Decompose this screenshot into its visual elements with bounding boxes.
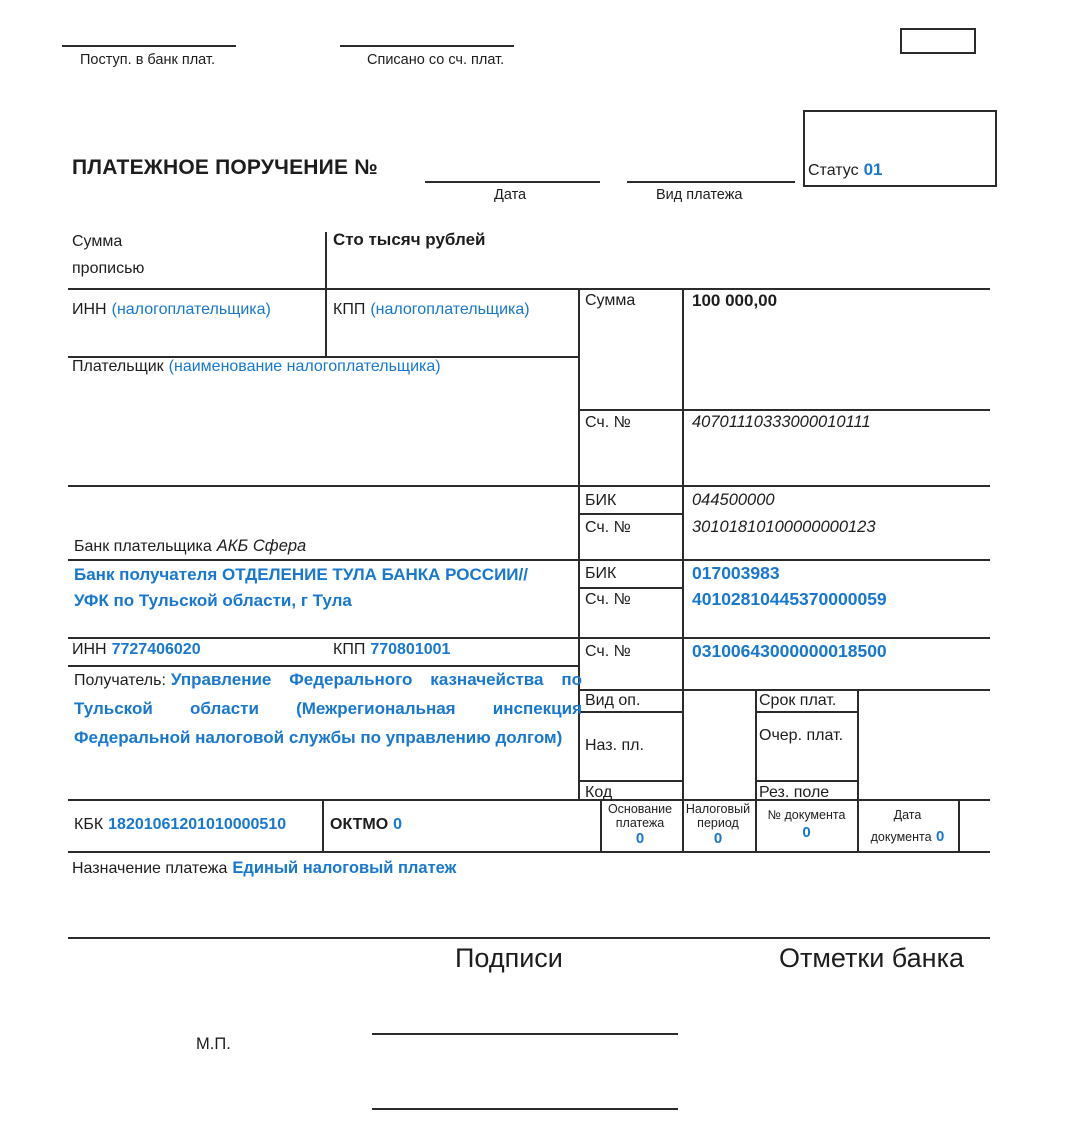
- payer-name-field: [72, 357, 441, 377]
- signatures-label: Подписи: [455, 943, 563, 973]
- grid-line-h: [578, 513, 682, 515]
- kbk-value[interactable]: 18201061201010000510: [108, 816, 287, 833]
- payer-kpp-field: [333, 300, 530, 320]
- kbk-label: КБК: [74, 816, 104, 833]
- payee-name-field: [74, 666, 582, 753]
- payee-kpp-field: [333, 640, 450, 660]
- oktmo-field: [330, 815, 402, 835]
- operation-type-label: Вид оп.: [585, 692, 641, 709]
- document-date-cell: [859, 808, 956, 846]
- grid-line-h: [578, 711, 682, 713]
- document-date-value[interactable]: 0: [936, 828, 945, 845]
- signature-line-2[interactable]: [372, 1108, 678, 1110]
- grid-line-h: [755, 711, 857, 713]
- grid-line-h: [68, 288, 990, 290]
- payer-bank-corr-account-label: Сч. №: [585, 519, 631, 536]
- payer-account-label: Сч. №: [585, 414, 631, 431]
- payment-kind-label: Вид платежа: [656, 187, 743, 203]
- amount-label: Сумма: [585, 292, 636, 309]
- grid-line-v: [958, 799, 960, 853]
- payee-account-value[interactable]: 03100643000000018500: [692, 641, 887, 661]
- amount-words-label: Сумма прописью: [72, 233, 145, 277]
- payee-bank-bik-label: БИК: [585, 565, 617, 582]
- grid-line-h: [578, 780, 682, 782]
- date-line[interactable]: [425, 181, 600, 183]
- stamp-label: М.П.: [196, 1035, 231, 1053]
- purpose-value[interactable]: Единый налоговый платеж: [232, 859, 457, 877]
- payer-bank-bik-label: БИК: [585, 492, 617, 509]
- payer-kpp-placeholder[interactable]: (налогоплательщика): [370, 301, 530, 318]
- payment-basis-label: Основание платежа: [607, 802, 673, 830]
- payment-basis-value[interactable]: 0: [635, 830, 645, 847]
- payee-kpp-label: КПП: [333, 641, 366, 658]
- document-title: ПЛАТЕЖНОЕ ПОРУЧЕНИЕ №: [72, 156, 378, 179]
- document-number-label: № документа: [767, 808, 846, 822]
- tax-period-cell: [682, 802, 754, 847]
- payee-account-label: Сч. №: [585, 643, 631, 660]
- received-stamp-label: Поступ. в банк плат.: [80, 52, 215, 68]
- kbk-field: [74, 815, 286, 835]
- document-date-label-2: документа: [870, 830, 932, 844]
- payer-inn-field: [72, 300, 271, 320]
- grid-line-v: [322, 799, 324, 853]
- payee-kpp-value[interactable]: 770801001: [370, 641, 451, 658]
- grid-line-h: [68, 485, 990, 487]
- payer-kpp-label: КПП: [333, 301, 366, 318]
- grid-line-h: [578, 587, 682, 589]
- grid-line-v: [682, 288, 684, 853]
- amount-value[interactable]: 100 000,00: [692, 291, 778, 310]
- payer-bank-name[interactable]: АКБ Сфера: [216, 537, 307, 555]
- payee-inn-value[interactable]: 7727406020: [111, 641, 201, 658]
- payment-name-label: Наз. пл.: [585, 737, 644, 754]
- tax-period-label: Налоговый период: [685, 802, 751, 830]
- grid-line-h: [755, 780, 857, 782]
- received-stamp-line: [62, 45, 236, 47]
- document-date-label-1: Дата: [893, 808, 922, 822]
- payer-account-value[interactable]: 40701110333000010111: [692, 413, 871, 431]
- grid-line-h: [68, 799, 990, 801]
- status-field: [808, 159, 883, 181]
- grid-line-h: [68, 851, 990, 853]
- payer-bank-field: [74, 536, 306, 557]
- payer-inn-placeholder[interactable]: (налогоплательщика): [111, 301, 271, 318]
- payee-bank-text[interactable]: Банк получателя ОТДЕЛЕНИЕ ТУЛА БАНКА РОССИИ//УФК по Тульской области, г Тула: [74, 565, 528, 610]
- form-code-box: [900, 28, 976, 54]
- payer-bank-bik-value[interactable]: 044500000: [692, 491, 775, 509]
- payee-inn-field: [72, 640, 201, 660]
- payee-bank-account-label: Сч. №: [585, 591, 631, 608]
- grid-line-h: [68, 559, 990, 561]
- document-date-row: [871, 828, 945, 846]
- payee-name-label: Получатель:: [74, 672, 166, 689]
- payee-bank-bik-value[interactable]: 017003983: [692, 563, 780, 583]
- payer-bank-label: Банк плательщика: [74, 538, 212, 555]
- payer-inn-label: ИНН: [72, 301, 107, 318]
- status-value[interactable]: 01: [863, 160, 883, 179]
- purpose-label: Назначение платежа: [72, 860, 228, 877]
- payer-name-placeholder[interactable]: (наименование налогоплательщика): [168, 358, 441, 375]
- tax-period-value[interactable]: 0: [713, 830, 723, 847]
- date-label: Дата: [494, 187, 527, 203]
- oktmo-value[interactable]: 0: [393, 816, 403, 833]
- debited-stamp-label: Списано со сч. плат.: [367, 52, 505, 68]
- grid-line-v: [325, 232, 327, 358]
- bank-marks-label: Отметки банка: [779, 943, 965, 973]
- payer-bank-corr-account-value[interactable]: 30101810100000000123: [692, 518, 876, 536]
- payee-bank-account-value[interactable]: 40102810445370000059: [692, 589, 887, 609]
- grid-line-h: [578, 409, 990, 411]
- payment-order-label: Очер. плат.: [759, 727, 844, 744]
- payment-kind-line[interactable]: [627, 181, 795, 183]
- grid-line-h: [68, 637, 990, 639]
- amount-words-value[interactable]: Сто тысяч рублей: [333, 230, 486, 249]
- debited-stamp-line: [340, 45, 514, 47]
- code-label: Код: [585, 784, 613, 801]
- status-label: Статус: [808, 162, 859, 179]
- footer-separator-line: [68, 937, 990, 939]
- purpose-field: [72, 858, 456, 879]
- signature-line-1[interactable]: [372, 1033, 678, 1035]
- payment-basis-cell: [601, 802, 679, 847]
- document-number-cell: [757, 808, 856, 841]
- payment-term-label: Срок плат.: [759, 692, 837, 709]
- payee-name-value[interactable]: Управление Федерального казначейства по Тульской области (Межрегиональная инспекция Федеральной налоговой службы по управлению долгом): [74, 670, 582, 747]
- reserve-field-label: Рез. поле: [759, 784, 830, 801]
- oktmo-label: ОКТМО: [330, 816, 389, 833]
- payee-inn-label: ИНН: [72, 641, 107, 658]
- document-number-value[interactable]: 0: [802, 824, 811, 841]
- payer-name-label: Плательщик: [72, 358, 164, 375]
